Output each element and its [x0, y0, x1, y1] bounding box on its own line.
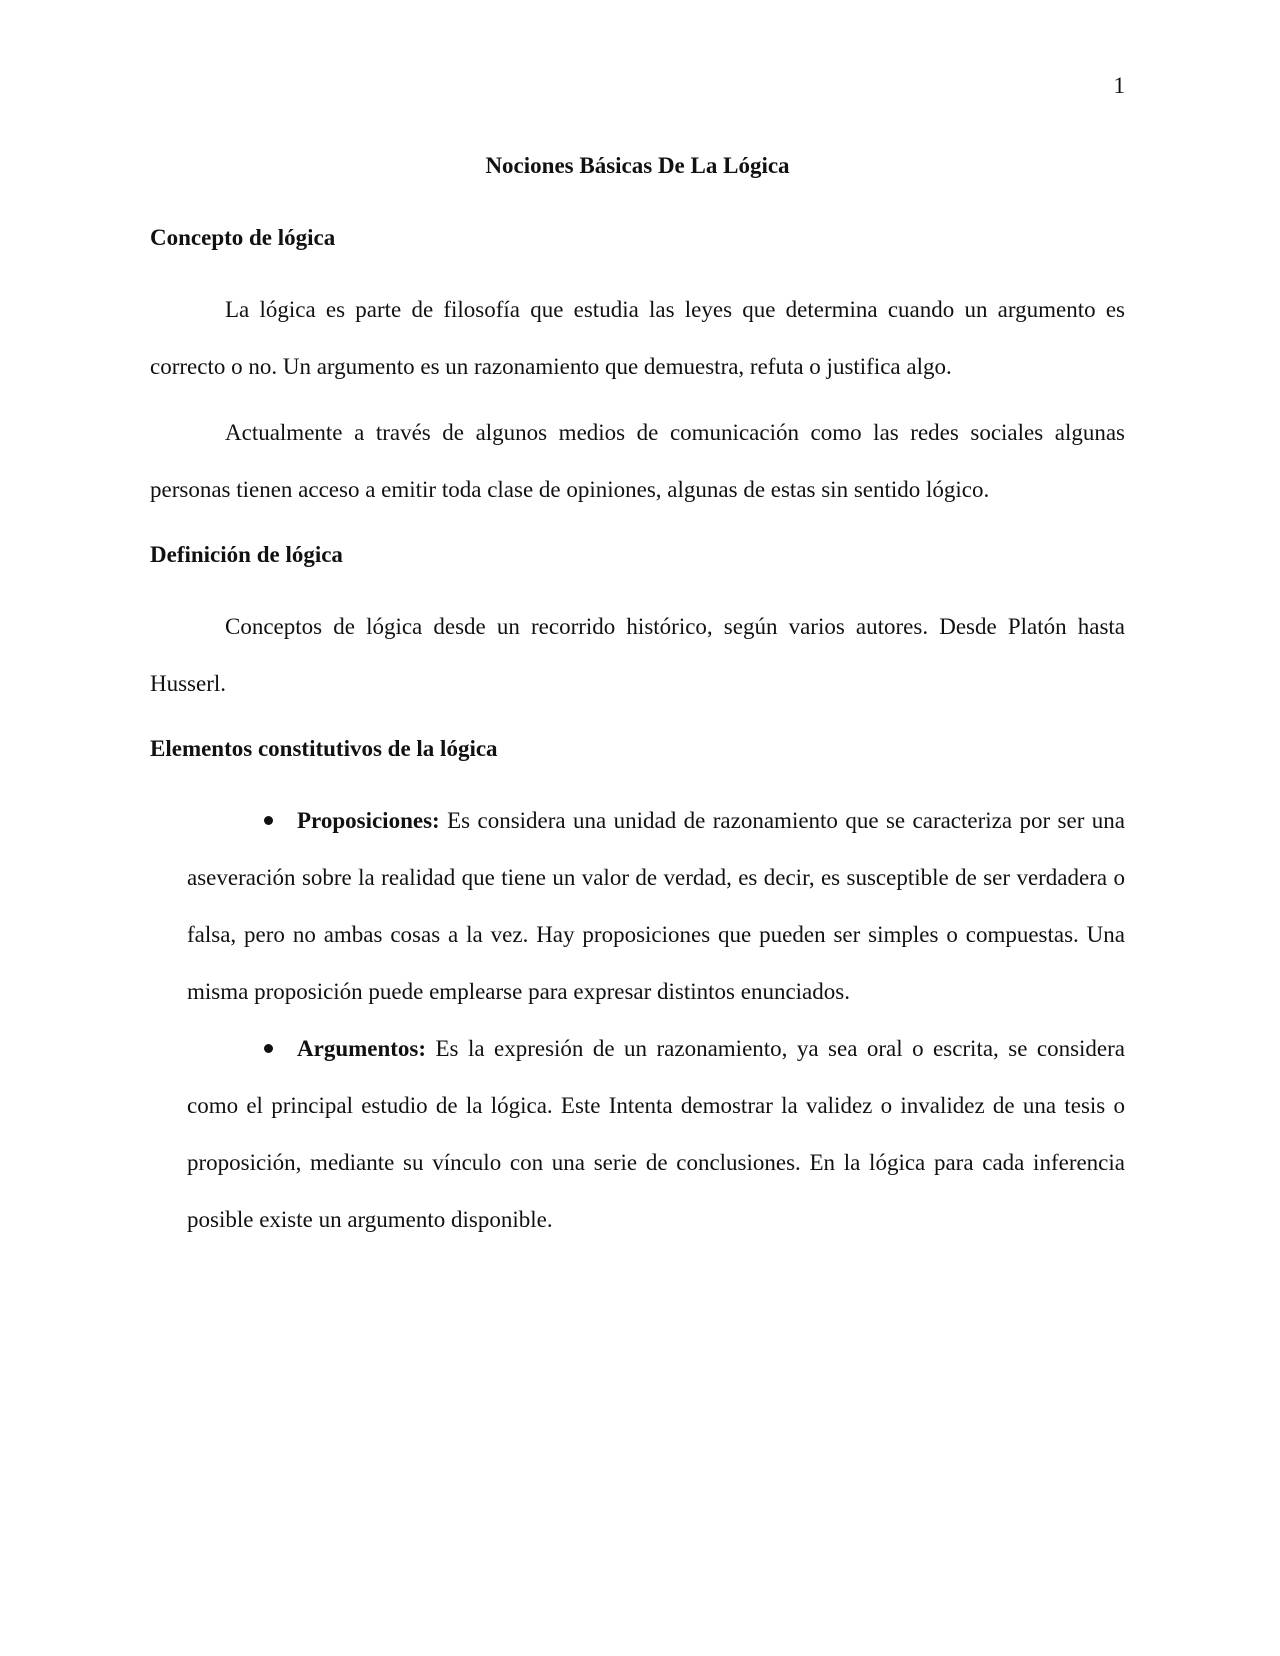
- description-proposiciones: Es considera una unidad de razonamiento que se caracteriza por ser una aseveración sobre la realidad que tiene un valor de verdad, es decir, es susceptible de ser verdadera o falsa, pero no ambas cosas a la vez. Hay proposiciones que pueden ser simples o compuestas. Una misma proposición puede emplearse para expresar distintos enunciados.: [187, 808, 1125, 1004]
- paragraph-concepto-2: Actualmente a través de algunos medios de comunicación como las redes sociales algunas personas tienen acceso a emitir toda clase de opiniones, algunas de estas sin sentido lógico.: [150, 420, 1125, 502]
- paragraph-definicion-1: Conceptos de lógica desde un recorrido histórico, según varios autores. Desde Platón hasta Husserl.: [150, 614, 1125, 696]
- document-title: Nociones Básicas De La Lógica: [485, 153, 790, 178]
- paragraph-concepto-1: La lógica es parte de filosofía que estudia las leyes que determina cuando un argumento es correcto o no. Un argumento es un razonamiento que demuestra, refuta o justifica algo.: [150, 297, 1125, 379]
- section-heading-elementos: Elementos constitutivos de la lógica: [150, 736, 498, 761]
- description-argumentos: Es la expresión de un razonamiento, ya sea oral o escrita, se considera como el principal estudio de la lógica. Este Intenta demostrar la validez o invalidez de una tesis o proposición, mediante su vínculo con una serie de conclusiones. En la lógica para cada inferencia posible existe un argumento disponible.: [187, 1036, 1125, 1232]
- list-item-argumentos: [187, 1020, 1125, 1248]
- bullet-icon: [264, 816, 273, 825]
- term-argumentos: Argumentos:: [297, 1036, 427, 1061]
- document-body: [150, 150, 1125, 1248]
- elements-list: [187, 792, 1125, 1248]
- section-heading-concepto: Concepto de lógica: [150, 225, 336, 250]
- list-item-proposiciones: [187, 792, 1125, 1020]
- bullet-icon: [264, 1044, 273, 1053]
- page-number: 1: [1113, 73, 1125, 98]
- term-proposiciones: Proposiciones:: [297, 808, 440, 833]
- section-heading-definicion: Definición de lógica: [150, 542, 343, 567]
